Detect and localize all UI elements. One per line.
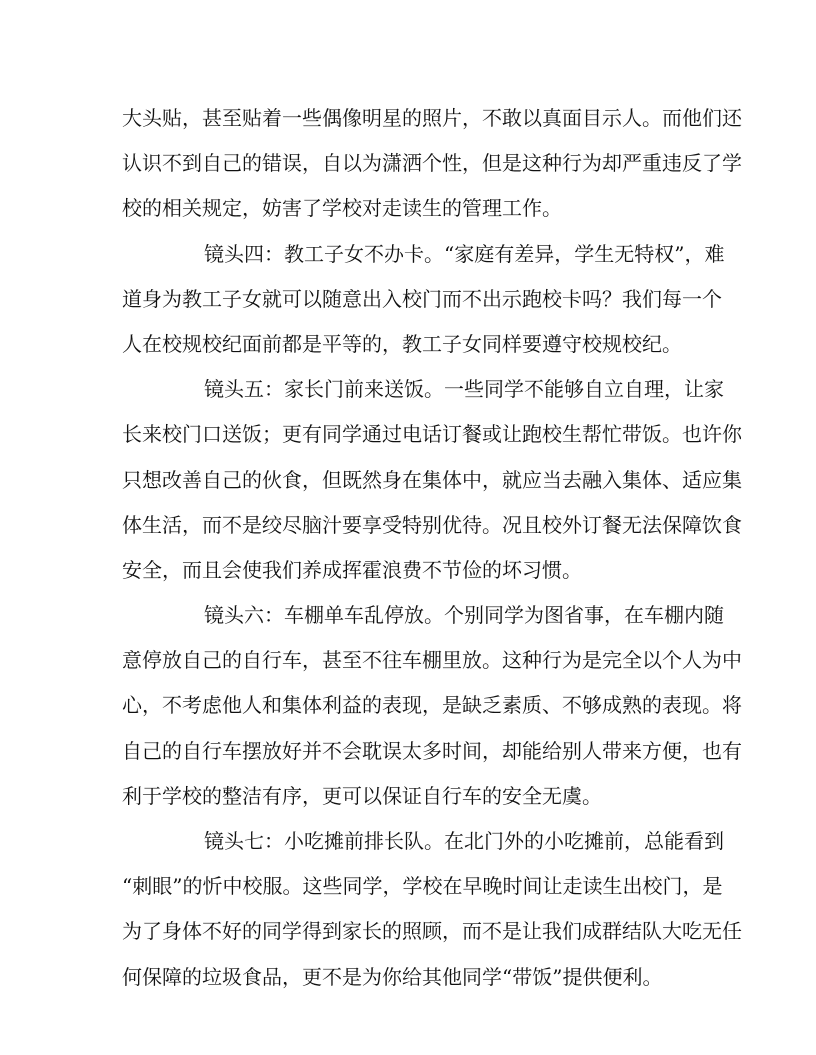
- text-line: 人在校规校纪面前都是平等的，教工子女同样要遵守校规校纪。: [122, 331, 682, 356]
- text-line: 利于学校的整洁有序，更可以保证自行车的安全无虞。: [122, 783, 602, 808]
- text-line: “ 刺 眼 ” 的 忻 中 校 服 。 这 些 同 学 ， 学 校 在 早 晚 时 间 让 走 读 生 出 校 门 ， 是: [122, 874, 723, 899]
- text-line: 镜 头 五 ： 家 长 门 前 来 送 饭 。 一 些 同 学 不 能 够 自 立 自 理 ， 让 家: [204, 377, 724, 402]
- text-line: 只 想 改 善 自 己 的 伙 食 ， 但 既 然 身 在 集 体 中 ， 就 应 当 去 融 入 集 体 、 适 应 集: [122, 467, 742, 492]
- text-line: 长 来 校 门 口 送 饭 ； 更 有 同 学 通 过 电 话 订 餐 或 让 跑 校 生 帮 忙 带 饭 。 也 许 你: [122, 422, 742, 447]
- text-line: 为 了 身 体 不 好 的 同 学 得 到 家 长 的 照 顾 ， 而 不 是 让 我 们 成 群 结 队 大 吃 无 任: [122, 919, 742, 944]
- text-line: 校的相关规定，妨害了学校对走读生的管理工作。: [122, 196, 562, 221]
- text-line: 镜 头 七 ： 小 吃 摊 前 排 长 队 。 在 北 门 外 的 小 吃 摊 前 ， 总 能 看 到: [204, 829, 724, 853]
- text-line: 自 己 的 自 行 车 摆 放 好 并 不 会 耽 误 太 多 时 间 ， 却 能 给 别 人 带 来 方 便 ， 也 有: [122, 738, 742, 763]
- text-line: 道 身 为 教 工 子 女 就 可 以 随 意 出 入 校 门 而 不 出 示 跑 校 卡 吗 ？ 我 们 每 一 个: [122, 286, 722, 311]
- text-line: 镜 头 六 ： 车 棚 单 车 乱 停 放 。 个 别 同 学 为 图 省 事 ， 在 车 棚 内 随: [204, 603, 724, 628]
- text-line: 意 停 放 自 己 的 自 行 车 ， 甚 至 不 往 车 棚 里 放 。 这 种 行 为 是 完 全 以 个 人 为 中: [122, 648, 742, 673]
- text-line: 体 生 活 ， 而 不 是 绞 尽 脑 汁 要 享 受 特 别 优 待 。 况 且 校 外 订 餐 无 法 保 障 饮 食: [122, 512, 742, 537]
- text-line: 认 识 不 到 自 己 的 错 误 ， 自 以 为 潇 洒 个 性 ， 但 是 这 种 行 为 却 严 重 违 反 了 学: [122, 151, 742, 176]
- text-line: 大 头 贴 ， 甚 至 贴 着 一 些 偶 像 明 星 的 照 片 ， 不 敢 以 真 面 目 示 人 。 而 他 们 还: [122, 106, 742, 130]
- text-line: 心 ， 不 考 虑 他 人 和 集 体 利 益 的 表 现 ， 是 缺 乏 素 质 、 不 够 成 熟 的 表 现 。 将: [122, 693, 742, 718]
- text-line: 安全，而且会使我们养成挥霍浪费不节俭的坏习惯。: [122, 557, 582, 582]
- text-line: 镜 头 四 ： 教 工 子 女 不 办 卡 。 “ 家 庭 有 差 异 ， 学 生 无 特 权 ” ， 难: [204, 241, 725, 266]
- document-body: [122, 96, 742, 1000]
- text-line: 何保障的垃圾食品，更不是为你给其他同学“带饭”提供便利。: [122, 964, 663, 989]
